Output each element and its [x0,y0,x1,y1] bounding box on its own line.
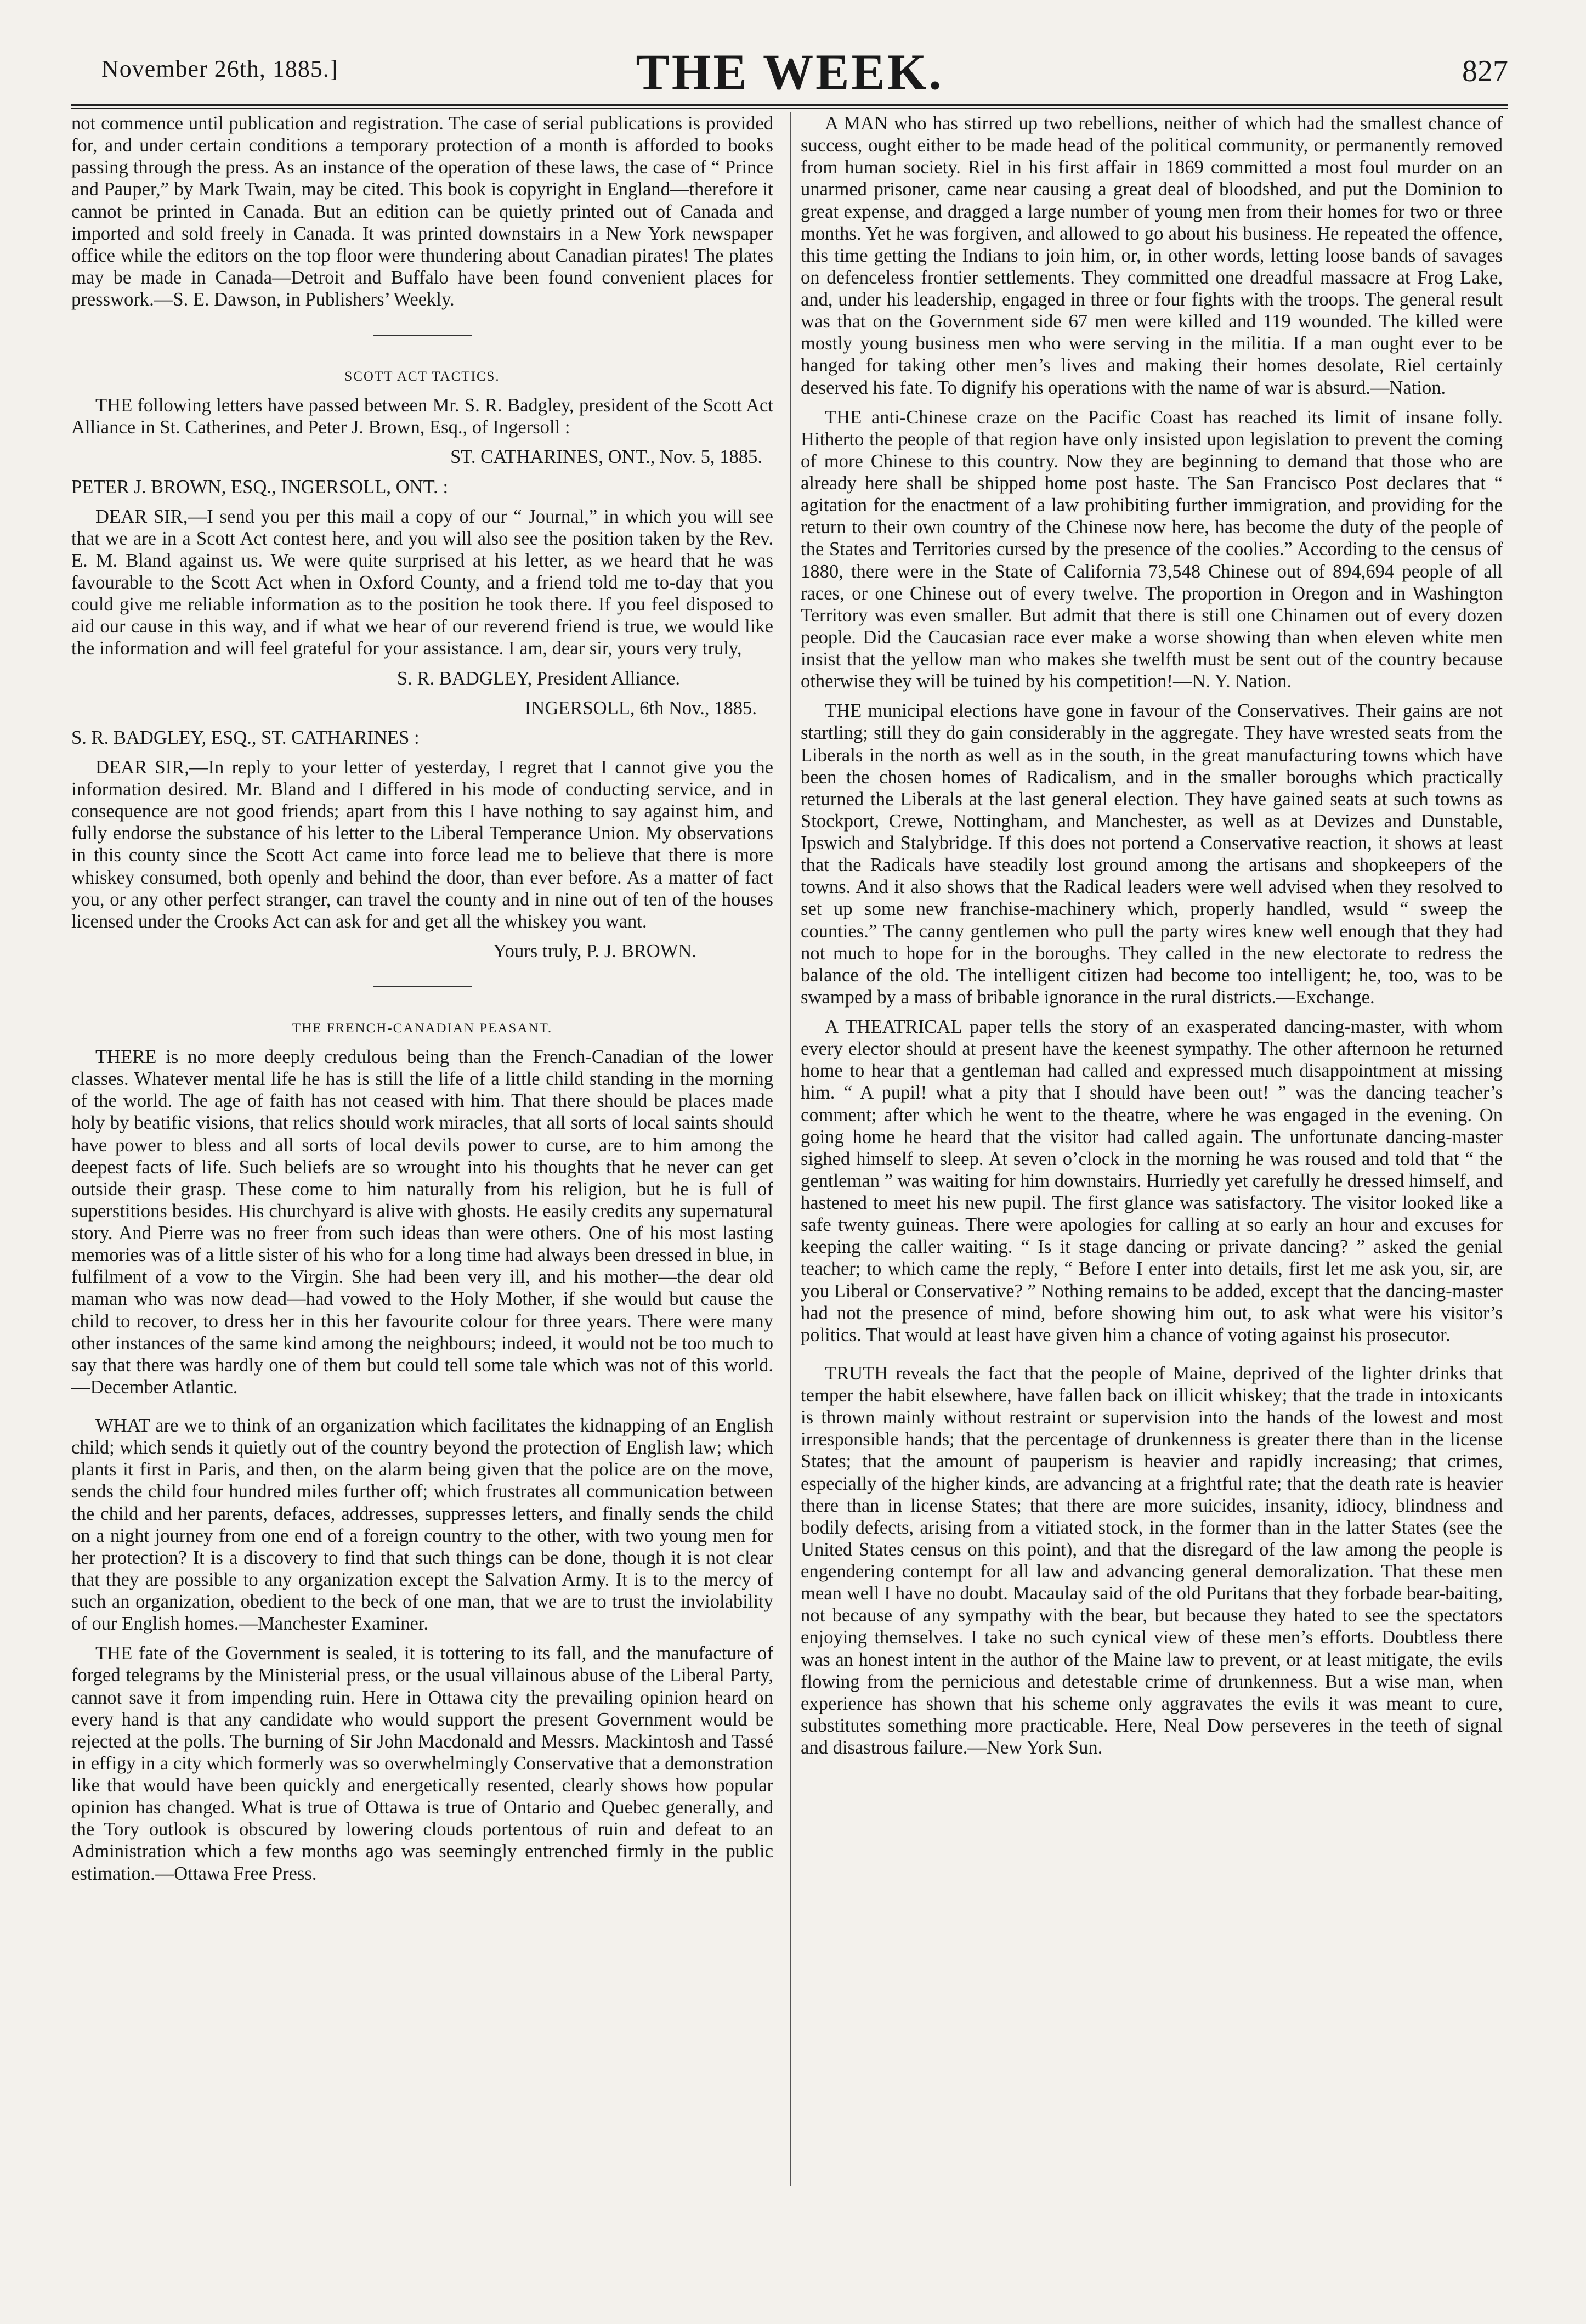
riel-paragraph: A MAN who has stirred up two rebellions, neither of which had the smallest chance of success, ought either to be made head of the political community, or permanently removed from human society. Riel in his first affair in 1869 committed a most foul murder on an unarmed prisoner, came near causing a great deal of bloodshed, and put the Dominion to great expense, and dragged a large number of young men from their homes for two or three months. Yet he was forgiven, and allowed to go about his business. He repeated the offence, this time getting the Indians to join him, or, in other words, letting loose bands of savages on defenceless frontier settlements. They committed one dreadful massacre at Frog Lake, and, under his leadership, engaged in three or four fights with the troops. The general result was that on the Government side 67 men were killed and 119 wounded. The killed were mostly young business men who were serving in the militia. If a man ought ever to be hanged for taking other men’s lives and making their homes desolate, Riel certainly deserved his fate. To dignify his operations with the name of war is absurd.—Nation. [801,113,1503,398]
salvation-army-paragraph: WHAT are we to think of an organization which facilitates the kidnapping of an English child; which sends it quietly out of the country beyond the protection of English law; which plants it first in Paris, and then, on the alarm being given that the police are on the move, sends the child four hundred miles further off; which frustrates all communication between the child and her parents, defaces, addresses, suppresses letters, and finally sends the child on a night journey from one end of a foreign country to the other, with two young men for her protection? It is a discovery to find that such things can be done, though it is not clear that they are possible to any organization except the Salvation Army. It is to the mercy of such an organization, obedient to the beck of one man, that we are to trust the inviolability of our English homes.—Manchester Examiner. [71,1415,773,1635]
letter1-place: ST. CATHARINES, ONT., Nov. 5, 1885. [450,446,762,468]
heading-scott-act: SCOTT ACT TACTICS. [344,369,500,384]
header-rule [71,104,1508,106]
letter1-signature: S. R. BADGLEY, President Alliance. [397,668,680,689]
dancing-master-paragraph: A THEATRICAL paper tells the story of an exasperated dancing-master, with whom every elector should at present have the keenest sympathy. The other afternoon he returned home to hear that a gentleman had called and expressed much disappointment at missing him. “ A pupil! what a pity that I should have been out! ” was the dancing teacher’s comment; after which he went to the theatre, where he was engaged in the evening. On going home he heard that the visitor had called again. The unfortunate dancing-master sighed himself to sleep. At seven o’clock in the morning he was roused and told that “ the gentleman ” was waiting for him downstairs. Hurriedly yet carefully he dressed himself, and hastened to meet his new pupil. The first glance was satisfactory. The visitor looked like a safe twenty guineas. There were apologies for calling at so early an hour and excuses for keeping the caller waiting. “ Is it stage dancing or private dancing? ” asked the genial teacher; to which came the reply, “ Before I enter into details, first let me ask you, sir, are you Liberal or Conservative? ” Nothing remains to be added, except that the dancing-master had not the presence of mind, before showing him out, to ask what were his visitor’s politics. That would at least have given him a chance of voting against his prosecutor. [801,1016,1503,1345]
anti-chinese-paragraph: THE anti-Chinese craze on the Pacific Coast has reached its limit of insane folly. Hitherto the people of that region have only insisted upon legislation to prevent the coming of more Chinese to this country. Now they are beginning to demand that those who are already here shall be shipped home post haste. The San Francisco Post declares that “ agitation for the enactment of a law prohibiting further immigration, and providing for the return to their own country of the Chinese now here, has become the duty of the people of the States and Territories cursed by the presence of the coolies.” According to the census of 1880, there were in the State of California 73,548 Chinese out of 894,694 people of all races, or one Chinese out of every twelve. The proportion in Oregon and in Washington Territory was even smaller. But admit that there is still one Chinamen out of every dozen people. Did the Caucasian race ever make a worse showing than when eleven white men insist that the yellow man who makes she twelfth must be sent out of the country because otherwise they will be tuined by his competition!—N. Y. Nation. [801,406,1503,692]
heading-french-canadian: THE FRENCH-CANADIAN PEASANT. [292,1021,553,1036]
letter2-addressee: S. R. BADGLEY, ESQ., ST. CATHARINES : [71,727,420,748]
left-column [71,112,773,1885]
header-rule-thin [71,108,1508,109]
section-rule [373,986,472,987]
scott-intro: THE following letters have passed between Mr. S. R. Badgley, president of the Scott Act Alliance in St. Catherines, and Peter J. Brown, Esq., of Ingersoll : [71,395,773,438]
maine-law-paragraph: TRUTH reveals the fact that the people of Maine, deprived of the lighter drinks that temper the habit elsewhere, have fallen back on illicit whiskey; that the trade in intoxicants is thrown mainly without restraint or supervision into the hands of the lowest and most irresponsible hands; that the percentage of drunkenness is greater there than in the license States; that the amount of pauperism is heavier and rapidly increasing; that crimes, especially of the higher kinds, are advancing at a frightful rate; that the death rate is heavier there than in license States; that there are more suicides, insanity, idiocy, blindness and bodily defects, arising from a vitiated stock, in the former than in the latter States (see the United States census on this point), and that the disregard of the law among the people is engendering contempt for all law and advancing general demoralization. That these men mean well I have no doubt. Macaulay said of the old Puritans that they forbade bear-baiting, not because of any sympathy with the bear, but because they hated to see the spectators enjoying themselves. I take no such cynical view of these men’s efforts. Doubtless there was an honest intent in the author of the Maine law to prevent, or at least mitigate, the evils flowing from the pernicious and detestable crime of drunkenness. But a wise man, when experience has shown that his scheme only aggravates the evils it was meant to cure, substitutes something more practicable. Here, Neal Dow perseveres in the teeth of signal and disastrous failure.—New York Sun. [801,1362,1503,1758]
letter1-body: DEAR SIR,—I send you per this mail a copy of our “ Journal,” in which you will see that we are in a Scott Act contest here, and you will also see the position taken by the Rev. E. M. Bland against us. We were quite surprised at his letter, as we heard that he was favourable to the Scott Act when in Oxford County, and a friend told me to-day that you could give me reliable information as to the position he took there. If you feel disposed to aid our cause in this way, and if what we hear of our reverend friend is true, we would like the information and will feel grateful for your assistance. I am, dear sir, yours very truly, [71,506,773,659]
column-divider [790,112,791,2186]
letter2-signature: Yours truly, P. J. BROWN. [493,940,696,962]
letter2-place: INGERSOLL, 6th Nov., 1885. [524,697,757,719]
issue-date: November 26th, 1885.] [101,55,338,82]
government-paragraph: THE fate of the Government is sealed, it is tottering to its fall, and the manufacture of forged telegrams by the Ministerial press, or the usual villainous abuse of the Liberal Party, cannot save it from impending ruin. Here in Ottawa city the prevailing opinion heard on every hand is that any candidate who would support the present Government would be rejected at the polls. The burning of Sir John Macdonald and Messrs. Mackintosh and Tassé in effigy in a city which formerly was so overwhelmingly Conservative that a demonstration like that would have been quickly and energetically resented, clearly shows how popular opinion has changed. What is true of Ottawa is true of Ontario and Quebec generally, and the Tory outlook is obscured by lowering clouds portentous of ruin and defeat to an Administration which a few months ago was seemingly entrenched firmly in the public estimation.—Ottawa Free Press. [71,1643,773,1884]
right-column [801,112,1503,1758]
page-number: 827 [1462,54,1508,88]
letter2-body: DEAR SIR,—In reply to your letter of yesterday, I regret that I cannot give you the information desired. Mr. Bland and I differed in his mode of conducting service, and in consequence are not good friends; apart from this I have nothing to say against him, and fully endorse the substance of his letter to the Liberal Temperance Union. My observations in this county since the Scott Act came into force lead me to believe that there is more whiskey consumed, both openly and behind the door, than ever before. As a matter of fact you, or any other perfect stranger, can travel the county and in nine out of ten of the houses licensed under the Crooks Act can ask for and get all the whiskey you want. [71,756,773,932]
letter1-addressee: PETER J. BROWN, ESQ., INGERSOLL, ONT. : [71,476,449,497]
masthead: THE WEEK. [636,44,944,100]
french-canadian-paragraph: THERE is no more deeply credulous being than the French-Canadian of the lower classes. Whatever mental life he has is still the life of a little child standing in the morning of the world. The age of faith has not ceased with him. That there should be places made holy by beatific visions, that relics should work miracles, that all sorts of local saints should have power to bless and all sorts of local devils power to curse, are to him among the deepest facts of life. Such beliefs are so wrought into his thoughts that he never can get outside their grasp. These come to him naturally from his religion, but he is full of superstitions besides. His churchyard is alive with ghosts. He easily credits any supernatural story. And Pierre was no freer from such ideas than were others. One of his most lasting memories was of a little sister of his who for a long time had always been dressed in blue, in fulfilment of a vow to the Virgin. She had been very ill, and his mother—the dear old maman who was now dead—had vowed to the Holy Mother, if she would but cause the child to recover, to dress her in this her favourite colour for three years. There were many other instances of the same kind among the neighbours; indeed, it would not be too much to say that there was hardly one of them but could tell some tale which was not of this world.—December Atlantic. [71,1047,773,1398]
municipal-elections-paragraph: THE municipal elections have gone in favour of the Conservatives. Their gains are not startling; still they do gain considerably in the aggregate. They have wrested seats from the Liberals in the north as well as in the south, in the great manufacturing towns which have been the chosen homes of Radicalism, and in the smaller boroughs which practically returned the Liberals at the last general election. They have gained seats at such towns as Stockport, Crewe, Nottingham, and Manchester, as well as at Devizes and Dunstable, Ipswich and Stalybridge. If this does not portend a Conservative reaction, it shows at least that the Radicals have steadily lost ground among the artisans and shopkeepers of the towns. And it also shows that the Radical leaders were well advised when they resolved to set up some new franchise-machinery which, properly handled, wsuld “ sweep the counties.” The canny gentlemen who pull the party wires knew well enough that they had not much to hope for in the boroughs. They called in the new electorate to redress the balance of the old. The intelligent citizen had become too intelligent; he, too, was to be swamped by a mass of bribable ignorance in the rural districts.—Exchange. [801,700,1503,1008]
copyright-paragraph: not commence until publication and registration. The case of serial publications is provided for, and under certain conditions a temporary protection of a month is afforded to books passing through the press. As an instance of the operation of these laws, the case of “ Prince and Pauper,” by Mark Twain, may be cited. This book is copyright in England—therefore it cannot be printed in Canada. But an edition can be quietly printed out of Canada and imported and sold freely in Canada. It was printed downstairs in a New York newspaper office while the editors on the top floor were thundering about Canadian pirates! The plates may be made in Canada—Detroit and Buffalo have been found convenient places for presswork.—S. E. Dawson, in Publishers’ Weekly. [71,113,773,310]
running-head [71,43,1508,103]
section-rule [373,335,472,336]
